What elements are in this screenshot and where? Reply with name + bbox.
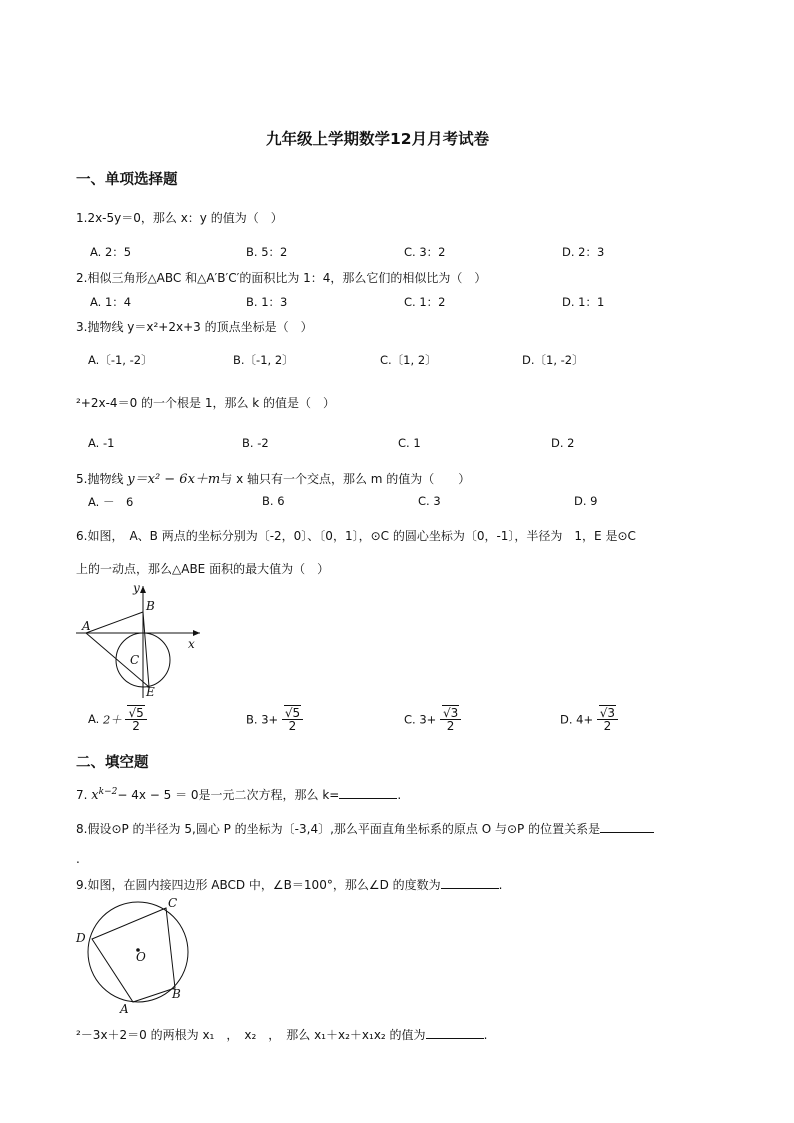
question-3: 3.抛物线 y＝x²+2x+3 的顶点坐标是（ ） xyxy=(76,320,313,334)
question-5 xyxy=(76,468,470,487)
section-heading-fill: 二、填空题 xyxy=(76,755,149,771)
question-2: 2.相似三角形△ABC 和△A′B′C′的面积比为 1：4，那么它们的相似比为（ ） xyxy=(76,271,487,285)
q6-option-d: D. 4+ $\frac{√3}{2}$ xyxy=(560,707,618,732)
x-axis-arrow xyxy=(193,630,200,636)
label-a: A xyxy=(120,1002,129,1016)
question-1: 1.2x-5y＝0，那么 x：y 的值为（ ） xyxy=(76,211,283,225)
q7-answer-blank[interactable] xyxy=(339,798,397,799)
page-title: 九年级上学期数学12月月考试卷 xyxy=(266,130,490,148)
q2-option-a: A. 1：4 xyxy=(90,295,132,309)
question-6-line-1: 6.如图， A、B 两点的坐标分别为〔-2，0〕、〔0，1〕，⊙C 的圆心坐标为〔0，-1〕，半径为 1，E 是⊙C xyxy=(76,529,636,543)
q6-figure xyxy=(76,582,206,702)
triangle-abe xyxy=(86,612,149,687)
q5-prefix: 5.抛物线 xyxy=(76,472,128,486)
question-8-line-2: . xyxy=(76,852,80,866)
label-b: B xyxy=(172,987,181,1001)
q6-option-a: A. 2＋ $\frac{√5}{2}$ xyxy=(88,707,147,732)
q3-option-a: A.〔-1, -2〕 xyxy=(88,353,153,367)
q5-option-b: B. 6 xyxy=(262,494,285,508)
question-7: 7. $x^{k-2}- 4x - 5 = 0$是一元二次方程，那么 k= . xyxy=(76,787,402,803)
q3-option-c: C.〔1, 2〕 xyxy=(380,353,437,367)
q5-option-a: A. － 6 xyxy=(88,495,134,509)
q4-option-d: D. 2 xyxy=(551,436,575,450)
q9-figure xyxy=(70,895,194,1017)
quadrilateral-abcd xyxy=(92,908,175,1002)
label-c: C xyxy=(130,653,140,667)
q3-option-d: D.〔1, -2〕 xyxy=(522,353,584,367)
label-a: A xyxy=(82,619,91,633)
label-y: y xyxy=(133,582,140,595)
label-b: B xyxy=(146,599,155,613)
q2-option-c: C. 1：2 xyxy=(404,295,446,309)
y-axis-arrow xyxy=(140,586,146,593)
q5-suffix: 与 x 轴只有一个交点，那么 m 的值为（ ） xyxy=(220,472,471,486)
question-10: ²－3x＋2＝0 的两根为 x₁ ， x₂ ， 那么 x₁＋x₂＋x₁x₂ 的值为 . xyxy=(76,1028,488,1042)
q1-option-c: C. 3：2 xyxy=(404,245,446,259)
q3-option-b: B.〔-1, 2〕 xyxy=(233,353,294,367)
q2-option-b: B. 1：3 xyxy=(246,295,288,309)
q4-option-a: A. -1 xyxy=(88,436,115,450)
question-4: ²+2x-4＝0 的一个根是 1，那么 k 的值是（ ） xyxy=(76,396,336,410)
section-heading-choice: 一、单项选择题 xyxy=(76,172,178,188)
question-6-line-2: 上的一动点，那么△ABE 面积的最大值为（ ） xyxy=(76,562,330,576)
question-8: 8.假设⊙P 的半径为 5,圆心 P 的坐标为〔-3,4〕,那么平面直角坐标系的原点 O 与⊙P 的位置关系是 xyxy=(76,820,654,837)
q9-answer-blank[interactable] xyxy=(441,888,499,889)
q6-option-b: B. 3+ $\frac{√5}{2}$ xyxy=(246,707,303,732)
q10-answer-blank[interactable] xyxy=(426,1038,484,1039)
label-e: E xyxy=(146,685,155,699)
label-d: D xyxy=(76,931,86,945)
label-o: O xyxy=(136,950,146,964)
q1-option-d: D. 2：3 xyxy=(562,245,605,259)
q1-option-b: B. 5：2 xyxy=(246,245,288,259)
q5-equation: y＝x² − 6x＋m xyxy=(127,472,221,487)
label-c: C xyxy=(168,896,178,910)
q1-option-a: A. 2：5 xyxy=(90,245,132,259)
label-x: x xyxy=(188,637,195,651)
q8-answer-blank[interactable] xyxy=(600,832,654,833)
q2-option-d: D. 1：1 xyxy=(562,295,605,309)
q4-option-c: C. 1 xyxy=(398,436,421,450)
q5-option-c: C. 3 xyxy=(418,494,441,508)
question-9: 9.如图，在圆内接四边形 ABCD 中，∠B＝100°，那么∠D 的度数为 . xyxy=(76,878,503,892)
q5-option-d: D. 9 xyxy=(574,494,598,508)
q6-option-c: C. 3+ $\frac{√3}{2}$ xyxy=(404,707,461,732)
q4-option-b: B. -2 xyxy=(242,436,269,450)
